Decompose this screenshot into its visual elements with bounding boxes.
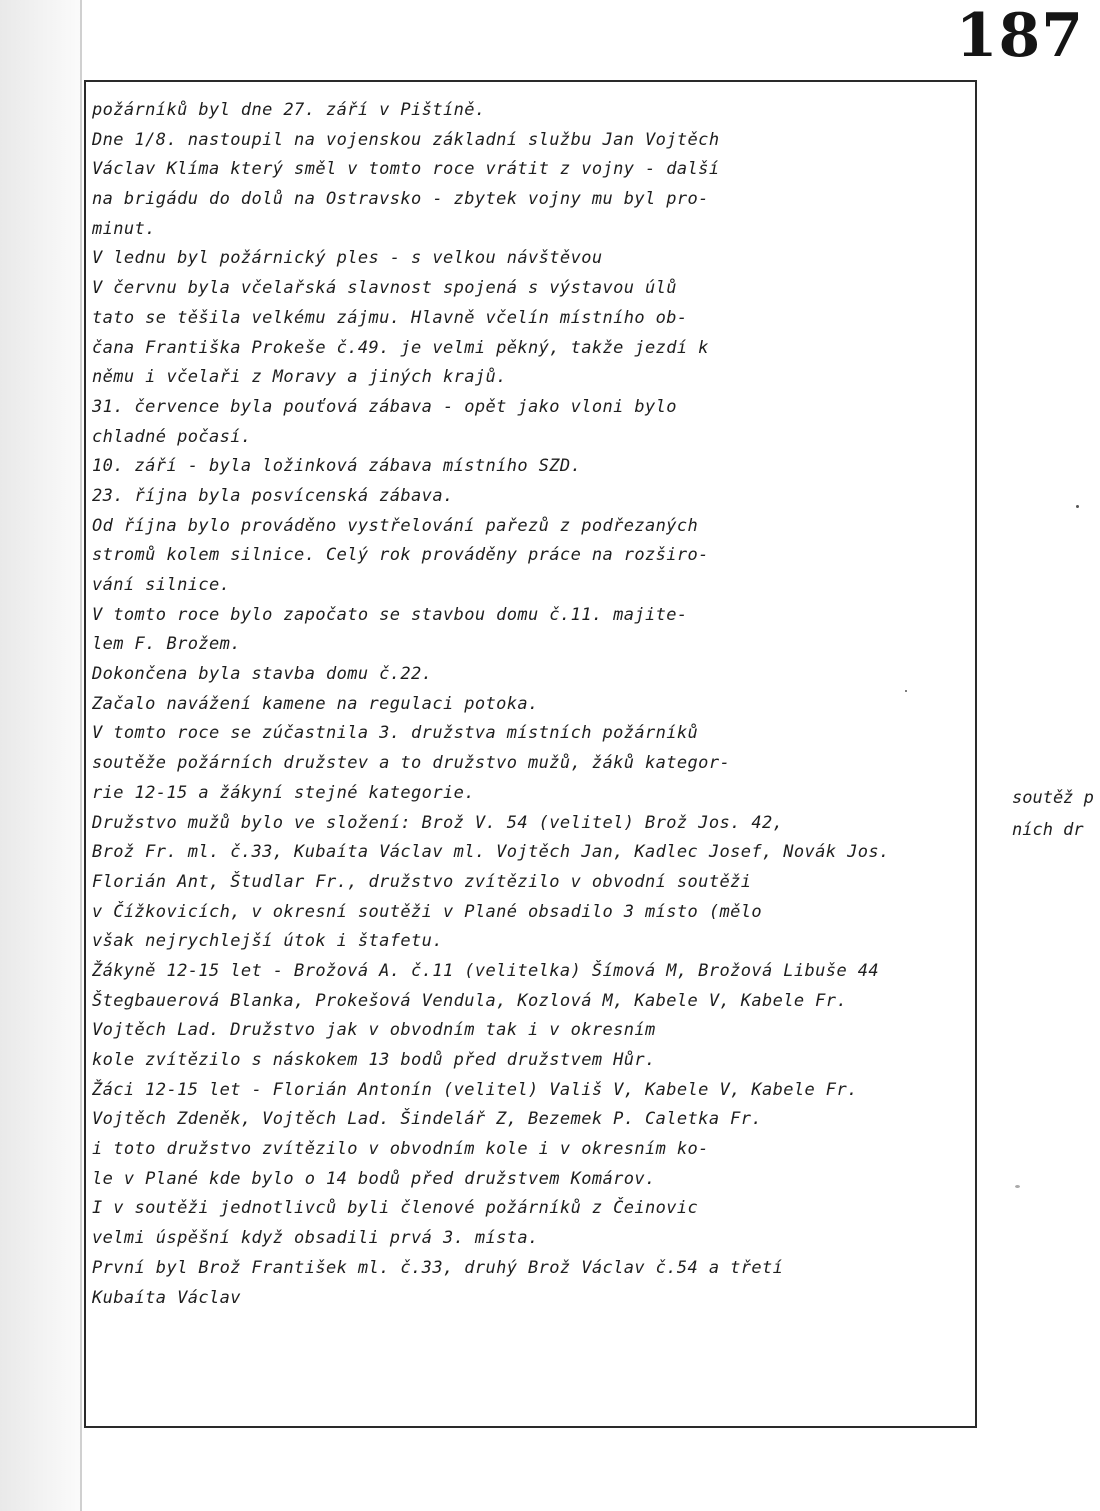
handwritten-line: 23. října byla posvícenská zábava. — [92, 485, 454, 506]
handwritten-line: Vojtěch Lad. Družstvo jak v obvodním tak i v okresním — [92, 1020, 656, 1041]
handwritten-line: V tomto roce bylo započato se stavbou domu č.11. majite- — [92, 604, 688, 625]
page-number: 187 — [955, 1, 1084, 71]
handwritten-line: le v Plané kde bylo o 14 bodů před družstvem Komárov. — [92, 1168, 656, 1189]
handwritten-line: čana Františka Prokeše č.49. je velmi pěkný, takže jezdí k — [92, 337, 709, 358]
handwritten-line: Vojtěch Zdeněk, Vojtěch Lad. Šindelář Z, Bezemek P. Caletka Fr. — [92, 1109, 762, 1130]
handwritten-line: soutěže požárních družstev a to družstvo mužů, žáků kategor- — [92, 753, 731, 774]
handwritten-line: Žákyně 12-15 let - Brožová A. č.11 (velitelka) Šímová M, Brožová Libuše 44 — [92, 960, 879, 981]
ink-speck — [1076, 505, 1079, 508]
handwritten-line: V červnu byla včelařská slavnost spojená s výstavou úlů — [92, 278, 677, 299]
margin-note: ních dr — [1012, 820, 1084, 840]
handwritten-line: V lednu byl požárnický ples - s velkou návštěvou — [92, 248, 603, 269]
handwritten-line: minut. — [92, 218, 156, 239]
handwritten-line: Florián Ant, Študlar Fr., družstvo zvítězilo v obvodní soutěži — [92, 871, 752, 892]
handwritten-line: Václav Klíma který směl v tomto roce vrátit z vojny - další — [92, 159, 720, 180]
handwritten-line: stromů kolem silnice. Celý rok prováděny práce na rozširo- — [92, 545, 709, 566]
page-binding-edge — [80, 0, 82, 1511]
handwritten-line: V tomto roce se zúčastnila 3. družstva místních požárníků — [92, 723, 699, 744]
margin-note: soutěž p — [1012, 788, 1094, 808]
handwritten-text-block — [92, 96, 972, 1313]
ink-speck — [1015, 1185, 1020, 1188]
handwritten-line: rie 12-15 a žákyní stejné kategorie. — [92, 782, 475, 803]
handwritten-line: Štegbauerová Blanka, Prokešová Vendula, Kozlová M, Kabele V, Kabele Fr. — [92, 990, 848, 1011]
handwritten-line: 31. července byla pouťová zábava - opět jako vloni bylo — [92, 396, 677, 417]
handwritten-line: Dokončena byla stavba domu č.22. — [92, 664, 433, 685]
handwritten-line: Kubaíta Václav — [92, 1287, 241, 1308]
page-binding-shadow — [0, 0, 82, 1511]
handwritten-line: na brigádu do dolů na Ostravsko - zbytek vojny mu byl pro- — [92, 189, 709, 210]
handwritten-line: požárníků byl dne 27. září v Pištíně. — [92, 100, 486, 120]
handwritten-line: Brož Fr. ml. č.33, Kubaíta Václav ml. Vojtěch Jan, Kadlec Josef, Novák Jos. — [92, 842, 890, 863]
handwritten-line: i toto družstvo zvítězilo v obvodním kole i v okresním ko- — [92, 1139, 709, 1160]
handwritten-line: Začalo navážení kamene na regulaci potoka. — [92, 693, 539, 714]
handwritten-line: Družstvo mužů bylo ve složení: Brož V. 54 (velitel) Brož Jos. 42, — [92, 812, 784, 833]
handwritten-line: však nejrychlejší útok i štafetu. — [92, 931, 443, 952]
handwritten-line: němu i včelaři z Moravy a jiných krajů. — [92, 367, 507, 388]
handwritten-line: chladné počasí. — [92, 426, 252, 447]
handwritten-line: 10. září - byla ložinková zábava místního SZD. — [92, 456, 582, 477]
handwritten-line: I v soutěži jednotlivců byli členové požárníků z Čeinovic — [92, 1198, 699, 1219]
handwritten-line: lem F. Brožem. — [92, 634, 241, 655]
handwritten-line: velmi úspěšní když obsadili prvá 3. místa. — [92, 1228, 539, 1249]
handwritten-line: Žáci 12-15 let - Florián Antonín (velitel) Vališ V, Kabele V, Kabele Fr. — [92, 1079, 858, 1100]
handwritten-line: vání silnice. — [92, 575, 231, 595]
ink-speck — [905, 690, 907, 692]
handwritten-line: kole zvítězilo s náskokem 13 bodů před družstvem Hůr. — [92, 1050, 656, 1070]
handwritten-line: Od října bylo prováděno vystřelování pařezů z podřezaných — [92, 515, 699, 536]
handwritten-line: tato se těšila velkému zájmu. Hlavně včelín místního ob- — [92, 307, 688, 328]
handwritten-line: v Čížkovicích, v okresní soutěži v Plané obsadilo 3 místo (mělo — [92, 901, 762, 922]
handwritten-line: První byl Brož František ml. č.33, druhý Brož Václav č.54 a třetí — [92, 1257, 784, 1278]
handwritten-line: Dne 1/8. nastoupil na vojenskou základní službu Jan Vojtěch — [92, 129, 720, 150]
